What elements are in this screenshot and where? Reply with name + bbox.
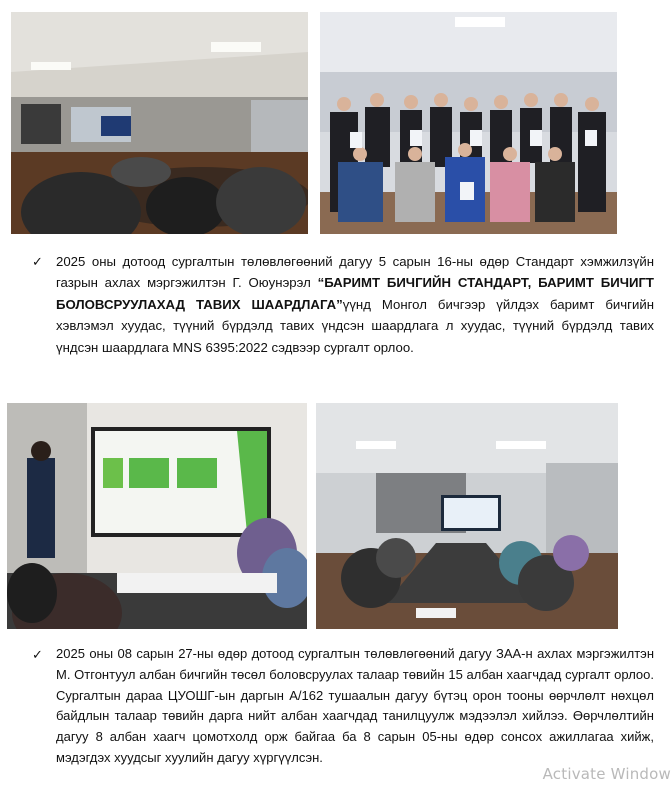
paragraph1-prefix: 2025 оны дотоод сургалтын төлөвлөгөөний дагуу 5 сарын 16-ны өдөр Стандарт хэмжилзүйн газрын ахлах мэргэжилтэн Г. Оюунэрэл: [56, 254, 654, 291]
paragraph2-text: 2025 оны 08 сарын 27-ны өдөр дотоод сургалтын төлөвлөгөөний дагуу ЗАА-н ахлах мэргэжилтэн М. Отгонтуул албан бичгийн төсөл боловсруулах талаар төвийн 15 албан хаагчдад сургалт орлоо. Сургалтын дараа ЦУОШГ-ын даргын А/162 тушаалын дагуу бүтэц орон тооны өөрчлөлт нөхцөл байдлын талаар төвийн дарга нийт албан хаагчдад танилцуулж мэдээлэл хийлээ. Өөрчлөлтийн дагуу 8 албан хаагч цомотхолд орж байгаа ба 8 сарын 05-ны өдөр сонсох ажиллагаа хийж, мэдэгдэх хуудсыг хуулийн дагуу хүргүүлсэн.: [56, 646, 654, 765]
photo-group: [320, 12, 617, 234]
paragraph-training-august: [56, 644, 654, 769]
check-mark-icon: ✓: [32, 647, 43, 662]
photo-meeting-room: [316, 403, 618, 629]
paragraph-training-may: [56, 251, 654, 358]
paragraph1-title: “БАРИМТ БИЧГИЙН СТАНДАРТ, БАРИМТ БИЧИГТ БОЛОВСРУУЛАХАД ТАВИХ ШААРДЛАГА”: [56, 275, 654, 312]
check-mark-icon: ✓: [32, 254, 43, 269]
activation-watermark: Activate Window: [542, 765, 671, 783]
paragraph1-suffix: үүнд Монгол бичгээр үйлдэх баримт бичгийн хэвлэмэл хуудас, түүний бүрдэлд тавих үндсэн шаардлага л хуудас, түүний бүрдэлд тавих үндсэн шаардлага MNS 6395:2022 сэдвээр сургалт орлоо.: [56, 296, 654, 355]
photo-presentation: [7, 403, 307, 629]
photo-training-room: [11, 12, 308, 234]
